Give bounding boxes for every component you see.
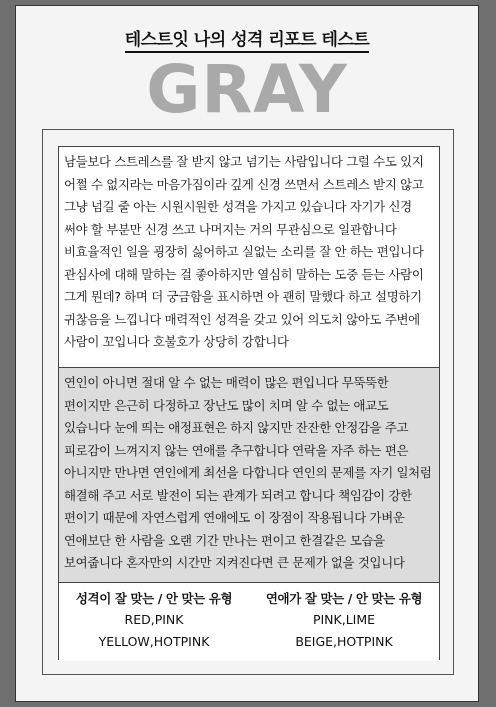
report-page [15, 5, 479, 702]
romance-bad-match: BEIGE,HOTPINK [295, 634, 393, 649]
romance-compat [249, 589, 439, 653]
report-frame [42, 129, 454, 675]
page-title-text: 테스트잇 나의 성격 리포트 테스트 [125, 30, 370, 53]
romance-good-match: PINK,LIME [312, 612, 376, 627]
romance-compat-heading: 연애가 잘 맞는 / 안 맞는 유형 [265, 591, 423, 606]
personality-bad-match: YELLOW,HOTPINK [98, 634, 210, 649]
personality-compat-heading: 성격이 잘 맞는 / 안 맞는 유형 [75, 591, 233, 606]
report-box [58, 146, 440, 660]
compatibility-section [59, 582, 439, 661]
result-color-name: GRAY [146, 51, 348, 128]
personality-description: 남들보다 스트레스를 잘 받지 않고 넘기는 사람입니다 그럴 수도 있지 어쩔 수 없지라는 마음가짐이라 깊게 신경 쓰면서 스트레스 받지 않고 그냥 넘길 줄 아는 시원시원한 성격을 가지고 있습니다 자기가 신경 써야 할 부분만 신경 쓰고 나머지는 거의 무관심으로 일관합니다 비효율적인 일을 굉장히 싫어하고 실없는 소리를 잘 안 하는 편입니다 관심사에 대해 말하는 걸 좋아하지만 열심히 말하는 도중 듣는 사람이 그게 뭔데? 하며 더 궁금함을 표시하면 아 괜히 말했다 하고 설명하기 귀찮음을 느낍니다 매력적인 성격을 갖고 있어 의도치 않아도 주변에 사람이 꼬입니다 호불호가 상당히 강합니다 [59, 147, 439, 367]
page-title [16, 25, 478, 50]
romance-description: 연인이 아니면 절대 알 수 없는 매력이 많은 편입니다 무뚝뚝한 편이지만 은근히 다정하고 장난도 많이 치며 알 수 없는 애교도 있습니다 눈에 띄는 애정표현은 하지 않지만 잔잔한 안정감을 주고 피로감이 느껴지지 않는 연애를 추구합니다 연락을 자주 하는 편은 아니지만 만나면 연인에게 최선을 다합니다 연인의 문제를 자기 일처럼 해결해 주고 서로 발전이 되는 관계가 되려고 합니다 책임감이 강한 편이기 때문에 자연스럽게 연애에도 이 장점이 작용됩니다 가벼운 연애보단 한 사람을 오랜 기간 만나는 편이고 한결같은 모습을 보여줍니다 혼자만의 시간만 지켜진다면 큰 문제가 없을 것입니다 [59, 367, 439, 582]
personality-compat [59, 589, 249, 653]
personality-good-match: RED,PINK [124, 612, 184, 627]
